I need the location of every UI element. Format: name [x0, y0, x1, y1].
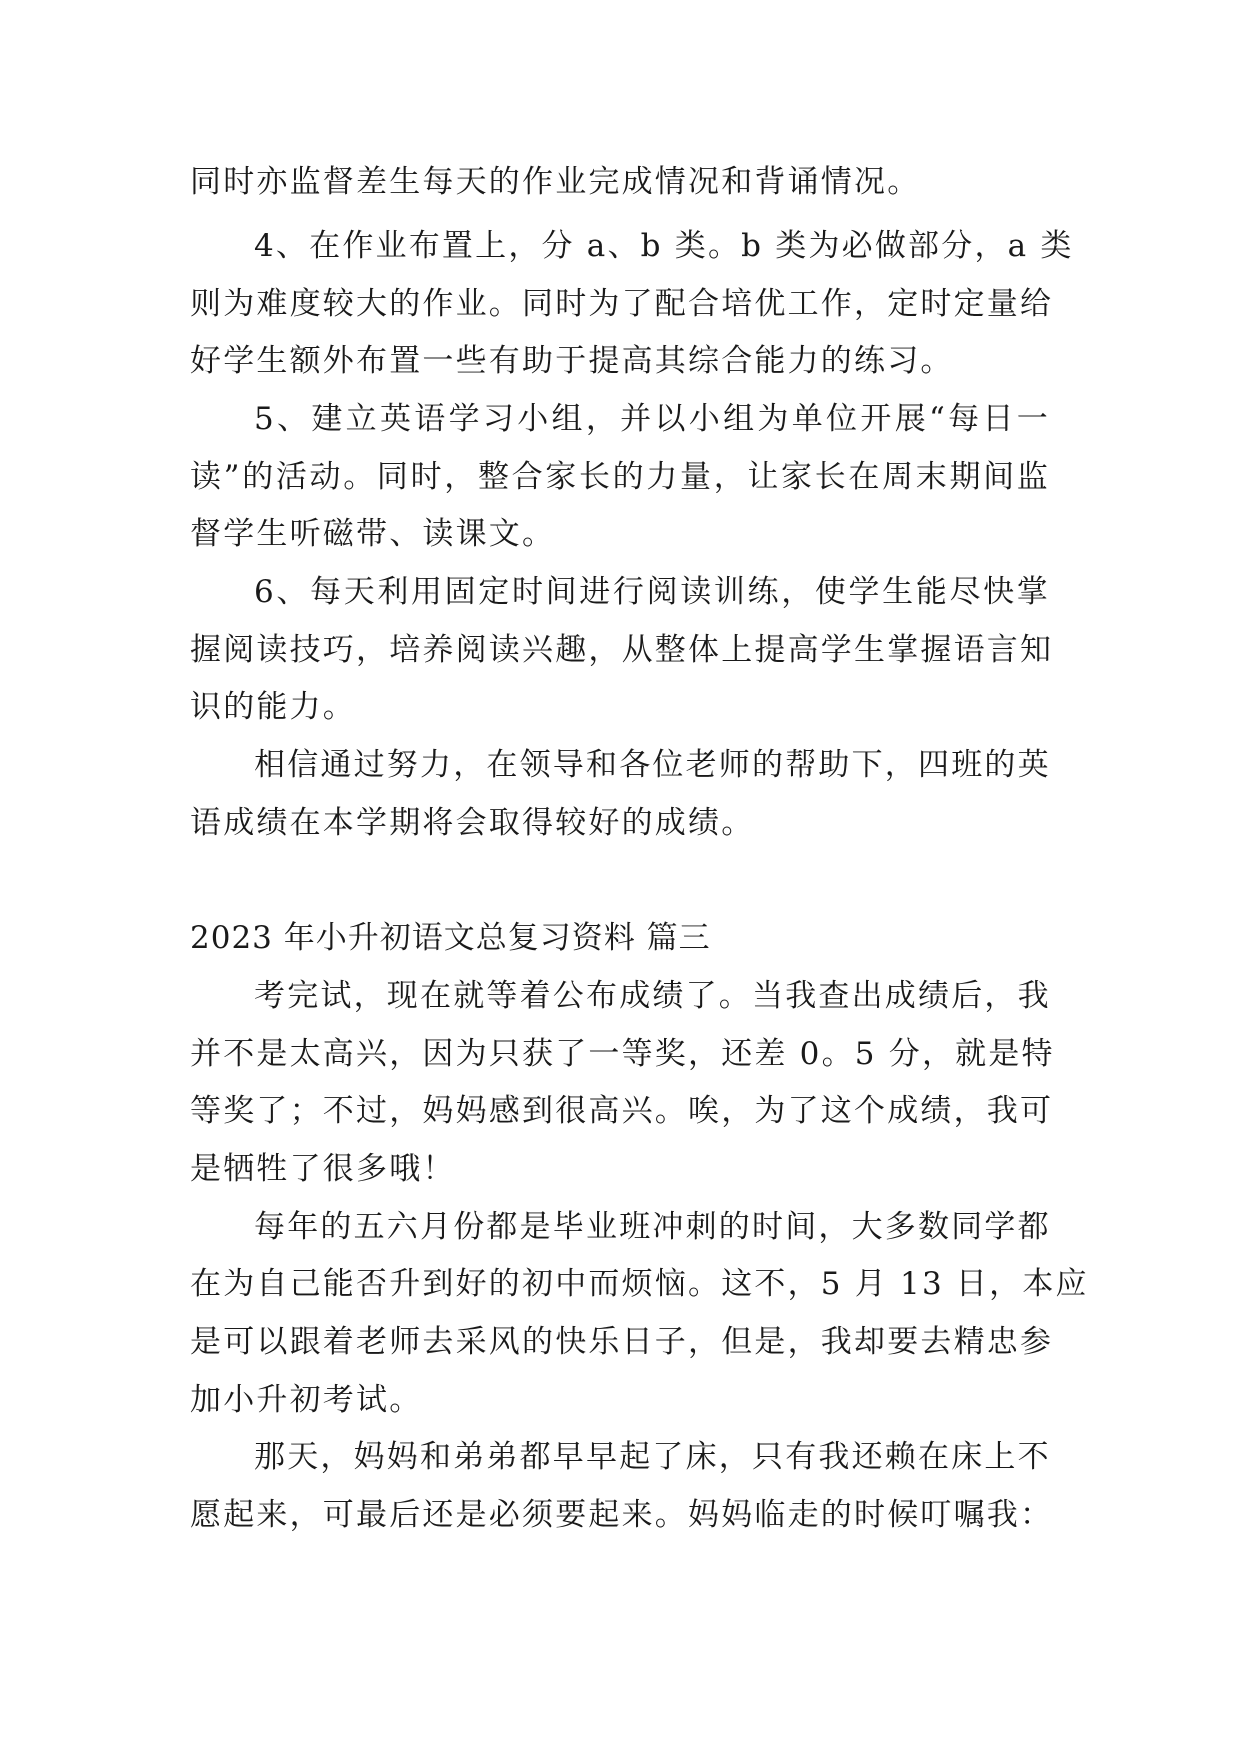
text-line: 语成绩在本学期将会取得较好的成绩。	[190, 805, 755, 841]
text-line: 相信通过努力，在领导和各位老师的帮助下，四班的英	[254, 747, 1051, 783]
text-line: 5、建立英语学习小组，并以小组为单位开展“每日一	[254, 401, 1050, 437]
text-line: 是可以跟着老师去采风的快乐日子，但是，我却要去精忠参	[190, 1324, 1054, 1360]
text-line: 是牺牲了很多哦！	[190, 1151, 456, 1187]
text-line: 6、每天利用固定时间进行阅读训练，使学生能尽快掌	[254, 574, 1050, 610]
text-line: 愿起来，可最后还是必须要起来。妈妈临走的时候叮嘱我：	[190, 1497, 1054, 1533]
text-line: 握阅读技巧，培养阅读兴趣，从整体上提高学生掌握语言知	[190, 632, 1054, 668]
text-line: 督学生听磁带、读课文。	[190, 516, 556, 552]
text-line: 等奖了；不过，妈妈感到很高兴。唉，为了这个成绩，我可	[190, 1093, 1054, 1129]
text-line: 考完试，现在就等着公布成绩了。当我查出成绩后，我	[254, 978, 1051, 1014]
section-heading: 2023 年小升初语文总复习资料 篇三	[190, 920, 711, 956]
text-line: 识的能力。	[190, 689, 356, 725]
text-line: 读”的活动。同时，整合家长的力量，让家长在周末期间监	[190, 459, 1050, 495]
text-line: 那天，妈妈和弟弟都早早起了床，只有我还赖在床上不	[254, 1439, 1051, 1475]
text-line: 4、在作业布置上，分 a、b 类。b 类为必做部分，a 类	[254, 228, 1074, 264]
text-line: 并不是太高兴，因为只获了一等奖，还差 0。5 分，就是特	[190, 1036, 1055, 1072]
text-line: 加小升初考试。	[190, 1382, 423, 1418]
text-line: 在为自己能否升到好的初中而烦恼。这不，5 月 13 日，本应	[190, 1266, 1089, 1302]
text-line: 同时亦监督差生每天的作业完成情况和背诵情况。	[190, 164, 921, 200]
text-line: 每年的五六月份都是毕业班冲刺的时间，大多数同学都	[254, 1209, 1051, 1245]
text-line: 则为难度较大的作业。同时为了配合培优工作，定时定量给	[190, 286, 1054, 322]
text-line: 好学生额外布置一些有助于提高其综合能力的练习。	[190, 343, 954, 379]
